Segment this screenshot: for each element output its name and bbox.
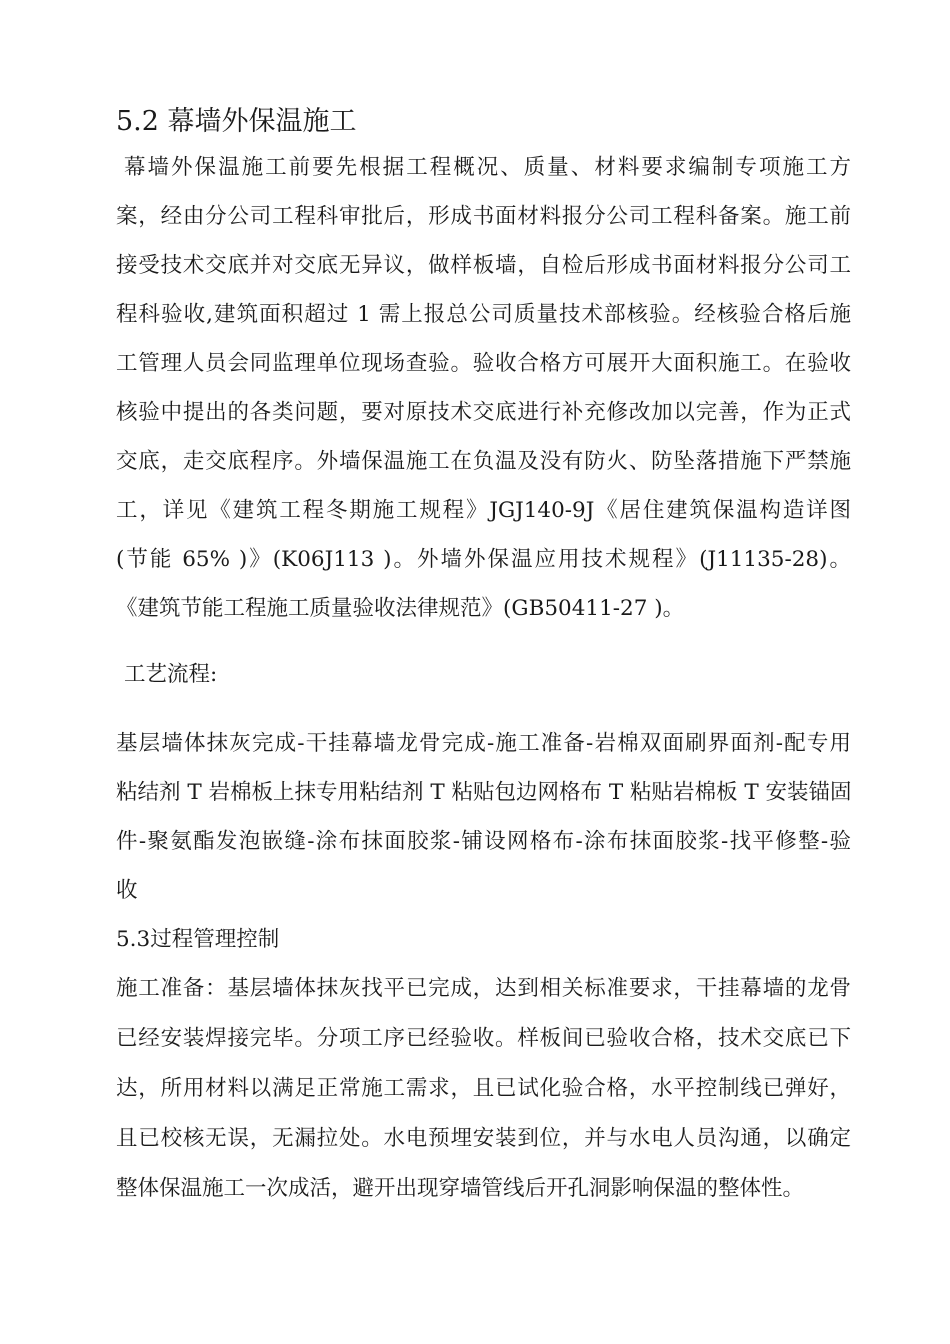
- paragraph-line: (节能 65% )》(K06J113 )。外墙外保温应用技术规程》(J11135-28)。: [116, 547, 851, 572]
- process-line: 基层墙体抹灰完成-干挂幕墙龙骨完成-施工准备-岩棉双面刷界面剂-配专用: [116, 731, 851, 756]
- paragraph-line: 施工准备：基层墙体抹灰找平已完成，达到相关标准要求，干挂幕墙的龙骨: [116, 976, 851, 1001]
- paragraph-line: 案，经由分公司工程科审批后，形成书面材料报分公司工程科备案。施工前: [116, 204, 851, 229]
- paragraph-line: 且已校核无误，无漏拉处。水电预埋安装到位，并与水电人员沟通，以确定: [116, 1126, 851, 1151]
- paragraph-line: 达，所用材料以满足正常施工需求，且已试化验合格，水平控制线已弹好，: [116, 1076, 851, 1101]
- paragraph-line: 幕墙外保温施工前要先根据工程概况、质量、材料要求编制专项施工方: [124, 155, 851, 180]
- paragraph-line: 已经安装焊接完毕。分项工序已经验收。样板间已验收合格，技术交底已下: [116, 1026, 851, 1051]
- paragraph-line: 《建筑节能工程施工质量验收法律规范》(GB50411-27 )。: [116, 596, 685, 621]
- process-flow-label: 工艺流程:: [124, 662, 218, 687]
- paragraph-line: 工管理人员会同监理单位现场查验。验收合格方可展开大面积施工。在验收: [116, 351, 851, 376]
- process-line: 粘结剂 T 岩棉板上抹专用粘结剂 T 粘贴包边网格布 T 粘贴岩棉板 T 安装锚固: [116, 780, 852, 805]
- paragraph-line: 整体保温施工一次成活，避开出现穿墙管线后开孔洞影响保温的整体性。: [116, 1176, 805, 1201]
- paragraph-line: 核验中提出的各类问题，要对原技术交底进行补充修改加以完善，作为正式: [116, 400, 851, 425]
- section-5-3-heading: 5.3过程管理控制: [116, 927, 280, 952]
- paragraph-line: 接受技术交底并对交底无异议，做样板墙，自检后形成书面材料报分公司工: [116, 253, 851, 278]
- process-line: 收: [116, 878, 138, 903]
- paragraph-line: 工，详见《建筑工程冬期施工规程》JGJ140-9J《居住建筑保温构造详图: [116, 498, 851, 523]
- process-line: 件-聚氨酯发泡嵌缝-涂布抹面胶浆-铺设网格布-涂布抹面胶浆-找平修整-验: [116, 829, 851, 854]
- paragraph-line: 交底，走交底程序。外墙保温施工在负温及没有防火、防坠落措施下严禁施: [116, 449, 851, 474]
- paragraph-line: 程科验收,建筑面积超过 1 需上报总公司质量技术部核验。经核验合格后施: [116, 302, 851, 327]
- section-5-2-heading: 5.2 幕墙外保温施工: [116, 106, 357, 137]
